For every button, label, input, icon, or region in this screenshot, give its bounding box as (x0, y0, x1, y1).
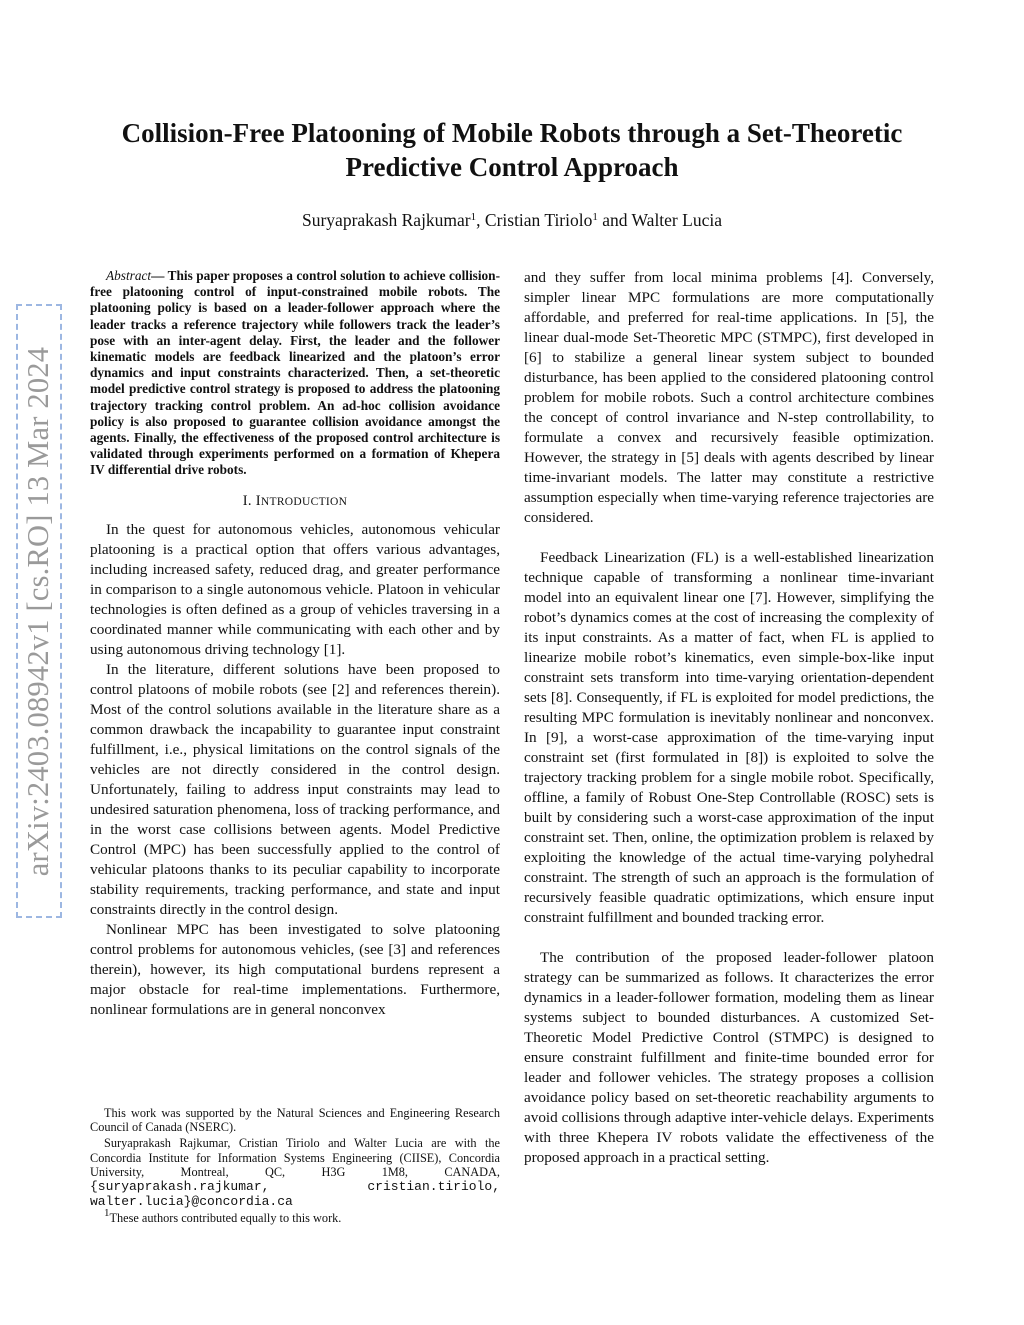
paragraph-gap (524, 928, 934, 948)
paragraph-gap (524, 528, 934, 548)
abstract-label: Abstract (106, 268, 152, 283)
title-line-2: Predictive Control Approach (345, 152, 679, 182)
affiliation-text: Suryaprakash Rajkumar, Cristian Tiriolo and Walter Lucia are with the Concordia Institute for Information Systems Engineering (CIISE), Concordia University, Montreal, QC, H3G 1M8, CANADA, (90, 1136, 500, 1179)
arxiv-stamp (16, 304, 62, 918)
author-1: Suryaprakash Rajkumar (302, 210, 471, 230)
section-heading-introduction (90, 493, 500, 510)
author-emails: {suryaprakash.rajkumar, cristian.tiriolo, walter.lucia}@concordia.ca (90, 1179, 500, 1210)
section-numeral: I. (242, 492, 252, 509)
author-list (100, 210, 924, 231)
paper-title (100, 116, 924, 184)
author-2: , Cristian Tiriolo (476, 210, 593, 230)
intro-paragraph-1: In the quest for autonomous vehicles, autonomous vehicular platooning is a practical option that offers various advantages, including increased safety, reduced drag, and greater performance in comparison to a single autonomous vehicle. Platoon in vehicular technologies is often defined as a group of vehicles traversing in a coordinated manner while communicating with each other and by using autonomous driving technology [1]. (90, 520, 500, 658)
funding-note: This work was supported by the Natural Sciences and Engineering Research Council of Canada (NSERC). (90, 1106, 500, 1135)
intro-paragraph-6: The contribution of the proposed leader-follower platoon strategy can be summarized as follows. It characterizes the error dynamics in a leader-follower formation, modeling them as linear systems subject to bounded disturbances. A customized Set-Theoretic Model Predictive Control (STMPC) is designed to ensure constraint fulfillment and finite-time bounded error for leader and follower vehicles. The strategy proposes a collision avoidance policy based on set-theoretic reachability arguments to avoid collisions through adaptive inter-vehicle delays. Experiments with three Khepera IV robots validate the effectiveness of the proposed approach in a practical setting. (524, 949, 934, 1166)
section-title-initial: I (255, 492, 261, 509)
abstract (90, 268, 500, 479)
equal-contribution-mark: 1 (104, 1207, 110, 1220)
left-column (90, 268, 500, 1020)
section-title-rest: NTRODUCTION (260, 495, 348, 508)
intro-paragraph-2: In the literature, different solutions have been proposed to control platoons of mobile robots (see [2] and references therein). Most of the control solutions available in the literature share as a common drawback the incapability to guarantee input constraint fulfillment, i.e., physical limitations on the control signals of the vehicles are not directly considered in the control design. Unfortunately, failing to address input constraints may lead to undesired saturation phenomena, loss of tracking performance, and in the worst case collisions between agents. Model Predictive Control (MPC) has been successfully applied to the control of vehicular platoons thanks to its peculiar capability to incorporate stability requirements, tracking performance, and state and input constraints directly in the control design. (90, 660, 500, 918)
intro-paragraph-3: Nonlinear MPC has been investigated to solve platooning control problems for autonomous vehicles, (see [3] and references therein), however, its high computational burdens represent a major obstacle for real-time implementations. Furthermore, nonlinear formulations are in general nonconvex (90, 920, 500, 1018)
intro-paragraph-5: Feedback Linearization (FL) is a well-established linearization technique capable of transforming a nonlinear time-invariant model into an equivalent linear one [7]. However, simplifying the robot’s dynamics comes at the cost of increasing the complexity of its input constraints. As a matter of fact, when FL is applied to linearize mobile robot’s kinematics, even simple-box-like input constraint sets transform into time-varying orientation-dependent sets [8]. Consequently, if FL is exploited for model predictions, the resulting MPC formulation is inevitably nonlinear and nonconvex. In [9], a worst-case approximation of the time-varying input constraint set (first formulated in [8]) is exploited to solve the trajectory tracking problem for a single mobile robot. Specifically, offline, a family of Robust One-Step Controllable (ROSC) sets is built by considering such a worst-case approximation of the input constraint set. Then, online, the optimization problem is relaxed by exploiting the knowledge of the actual time-varying polyhedral constraint. The strength of such an approach is the formulation of recursively feasible quadratic optimizations, which ensure input constraint fulfillment and bounded tracking error. (524, 549, 934, 926)
author-3: and Walter Lucia (597, 210, 722, 230)
abstract-text: — This paper proposes a control solution to achieve collision-free platooning control of input-constrained mobile robots. The platooning policy is based on a leader-follower approach where the leader tracks a reference trajectory while followers track the leader’s pose with an inter-agent delay. First, the leader and the follower kinematic models are feedback linearized and the platoon’s error dynamics and input constraints characterized. Then, a set-theoretic model predictive control strategy is proposed to address the platooning trajectory tracking control problem. An ad-hoc collision avoidance policy is also proposed to guarantee collision avoidance amongst the agents. Finally, the effectiveness of the proposed control architecture is validated through experiments performed on a formation of Khepera IV differential drive robots. (90, 268, 500, 478)
affil-mark-2: 1 (592, 211, 598, 223)
equal-contribution-text: These authors contributed equally to this work. (109, 1211, 342, 1226)
affil-mark-1: 1 (470, 211, 477, 223)
arxiv-id: arXiv:2403.08942v1 [cs.RO] 13 Mar 2024 (21, 346, 56, 876)
intro-paragraph-4: and they suffer from local minima problems [4]. Conversely, simpler linear MPC formulations are more computationally affordable, and preferred for real-time applications. In [5], the linear dual-mode Set-Theoretic MPC (STMPC), first developed in [6] to stabilize a general linear system subject to bounded disturbance, has been applied to the considered platooning control problem for mobile robots. Such a control architecture combines the concept of control invariance and N-step controllability, to formulate a convex and recursively feasible optimization. However, the strategy in [5] deals with agents described by linear time-invariant models. The latter may constitute a restrictive assumption especially when time-varying reference trajectories are considered. (524, 269, 934, 526)
title-line-1: Collision-Free Platooning of Mobile Robots through a Set-Theoretic (121, 118, 903, 148)
affiliation-note (90, 1136, 500, 1209)
right-column (524, 268, 934, 1168)
equal-contribution-note (90, 1207, 500, 1226)
footnotes (90, 1106, 500, 1228)
